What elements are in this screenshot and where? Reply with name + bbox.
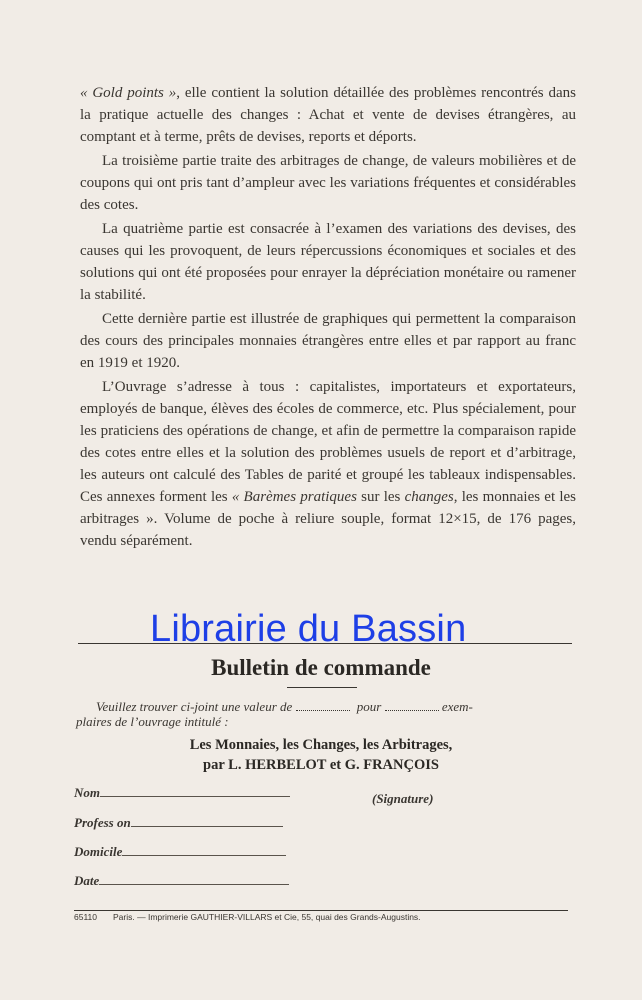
paragraph-audience [80, 376, 576, 552]
domicile-input-line[interactable] [122, 854, 286, 856]
nom-input-line[interactable] [100, 795, 290, 797]
paragraph-fourth-part: La quatrième partie est consacrée à l’examen des variations des devises, des causes qui les provoquent, de leurs répercussions économiques et sociales et des solutions qui ont été proposées pour enrayer la dépréciation monétaire ou ramener la stabilité. [80, 221, 576, 303]
paragraph-5-text-b: sur les [356, 489, 405, 505]
baremes-title: « Barèmes pratiques [231, 489, 357, 505]
paragraph-1-text: , elle contient la solution détaillée des problèmes rencontrés dans la pratique actuelle des changes : Achat et vente de devises étrangères, au comptant et à terme, prêts de devises, reports et déports. [80, 85, 576, 145]
copies-blank[interactable] [385, 700, 439, 711]
watermark-text: Librairie du Bassin [150, 608, 467, 650]
profession-field [74, 815, 283, 831]
title-underline [287, 687, 357, 688]
paragraph-gold-points [80, 82, 576, 148]
nom-label: Nom [74, 785, 100, 800]
imprint-number: 65110 [74, 912, 98, 922]
order-text-for: pour [356, 699, 382, 714]
changes-term: changes [404, 489, 454, 505]
paragraph-third-part: La troisième partie traite des arbitrages de change, de valeurs mobilières et de coupons qui ont pris tant d’ampleur avec les variations fréquentes et considérables des cotes. [80, 153, 576, 213]
profession-input-line[interactable] [131, 825, 283, 827]
signature-label: (Signature) [372, 791, 434, 806]
gold-points-term: « Gold points » [80, 85, 177, 101]
nom-field [74, 785, 290, 801]
paragraph-graphs: Cette dernière partie est illustrée de graphiques qui permettent la comparaison des cours des principales monnaies étrangères entre elles et par rapport au franc en 1919 et 1920. [80, 311, 576, 371]
date-label: Date [74, 873, 100, 888]
paragraph-5-text-c: , les monnaies et les arbitrages ». Volume de poche à reliure souple, format 12×15, de 176 pages, vendu séparément. [80, 489, 576, 549]
order-text-copies: exem- [441, 699, 473, 714]
value-blank[interactable] [296, 700, 350, 711]
book-authors-line: par L. HERBELOT et G. FRANÇOIS [203, 757, 439, 773]
date-input-line[interactable] [99, 883, 289, 885]
order-text-value: Veuillez trouver ci-joint une valeur de [96, 699, 293, 714]
domicile-label: Domicile [74, 844, 123, 859]
book-title-line: Les Monnaies, les Changes, les Arbitrages, [189, 737, 453, 753]
date-field [74, 873, 289, 889]
order-instruction-cont: plaires de l’ouvrage intitulé : [76, 714, 229, 729]
bulletin-title: Bulletin de commande [211, 655, 431, 680]
book-title [0, 735, 642, 775]
domicile-field [74, 844, 286, 860]
body-text [80, 82, 576, 554]
paragraph-5-text-a: L’Ouvrage s’adresse à tous : capitalistes, importateurs et exportateurs, employés de banque, élèves des écoles de commerce, etc. Plus spécialement, pour les praticiens des opérations de change, et afin de permettre la comparaison rapide des cotes entre elles et la solution des problèmes usuels de report et d’arbitrage, les auteurs ont calculé des Tables de parité et groupé les tableaux indispensables. Ces annexes forment les [80, 379, 576, 505]
profession-label: Profess on [74, 815, 131, 830]
printer-imprint [74, 912, 574, 922]
imprint-text: Paris. — Imprimerie GAUTHIER-VILLARS et Cie, 55, quai des Grands-Augustins. [113, 912, 421, 922]
footer-divider [74, 910, 568, 911]
